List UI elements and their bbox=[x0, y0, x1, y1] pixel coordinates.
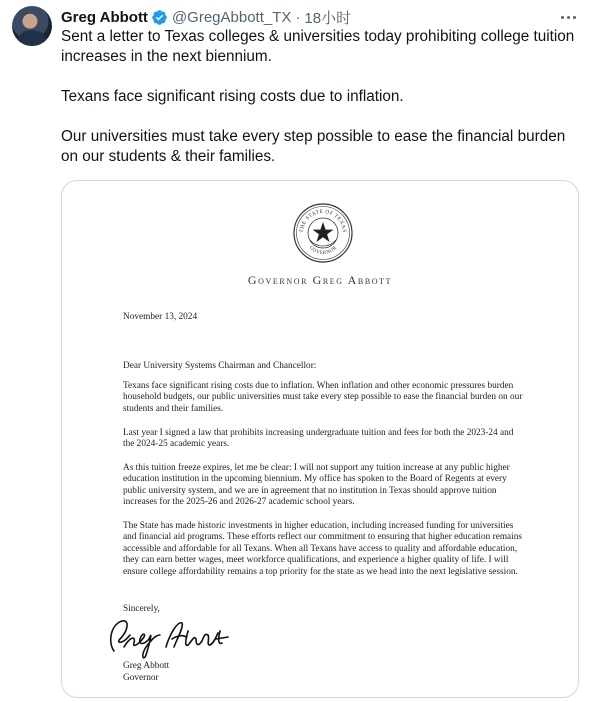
letter-paragraph-3: As this tuition freeze expires, let me be clear: I will not support any tuition increase at any public higher education institution in the upcoming biennium. My office has spoken to the Board of Regents at every public university system, and we are in agreement that no institution in Texas should approve tuition increases for the 2025-26 and 2026-27 academic school years. bbox=[123, 463, 510, 508]
header-separator: · bbox=[295, 8, 301, 26]
tweet-text bbox=[61, 27, 581, 167]
letter-paragraph-4: The State has made historic investments in higher education, including increased funding for universities and financial aid programs. These efforts reflect our commitment to ensuring that higher education remains accessible and affordable for all Texans. When all Texans have access to quality and affordable education, they can earn better wages, meet workforce qualifications, and experience a higher quality of life. I will ensure college affordability remains a top priority for the state as we head into the next legislative session. bbox=[123, 521, 523, 577]
letter-paragraph-2: Last year I signed a law that prohibits increasing undergraduate tuition and fees for both the 2023-24 and the 2024-25 academic years. bbox=[123, 428, 514, 450]
tweet-line-3: Our universities must take every step possible to ease the financial burden on our students & their families. bbox=[61, 128, 566, 165]
svg-text:THE STATE OF TEXAS: THE STATE OF TEXAS bbox=[298, 208, 348, 233]
signer-title: Governor bbox=[123, 673, 159, 683]
svg-text:GOVERNOR: GOVERNOR bbox=[307, 245, 339, 257]
tweet-media-image[interactable] bbox=[61, 180, 579, 698]
tweet-header bbox=[61, 7, 351, 27]
more-options-icon[interactable] bbox=[557, 8, 579, 26]
letter-salutation: Dear University Systems Chairman and Chancellor: bbox=[123, 361, 317, 371]
author-handle[interactable]: @GregAbbott_TX bbox=[171, 8, 292, 26]
letter-closing: Sincerely, bbox=[123, 604, 160, 614]
tweet-line-1: Sent a letter to Texas colleges & universities today prohibiting college tuition increases in the next biennium. bbox=[61, 28, 575, 65]
governor-seal-icon bbox=[293, 203, 353, 263]
tweet-line-2: Texans face significant rising costs due to inflation. bbox=[61, 88, 404, 105]
tweet-timestamp[interactable]: 18小时 bbox=[304, 9, 352, 27]
verified-badge-icon bbox=[151, 9, 168, 26]
letter-date: November 13, 2024 bbox=[123, 312, 198, 322]
signer-name: Greg Abbott bbox=[123, 661, 170, 671]
letterhead-text: Governor Greg Abbott bbox=[247, 273, 393, 287]
author-avatar[interactable] bbox=[12, 6, 52, 46]
letter-paragraph-1: Texans face significant rising costs due to inflation. When inflation and other economic pressures burden household budgets, our public universities must take every step possible to ease the financial burden on our students and their families. bbox=[123, 381, 523, 414]
letterhead bbox=[62, 273, 578, 288]
handwritten-signature bbox=[100, 613, 250, 661]
author-name[interactable]: Greg Abbott bbox=[61, 8, 148, 26]
letter-document bbox=[62, 181, 578, 697]
